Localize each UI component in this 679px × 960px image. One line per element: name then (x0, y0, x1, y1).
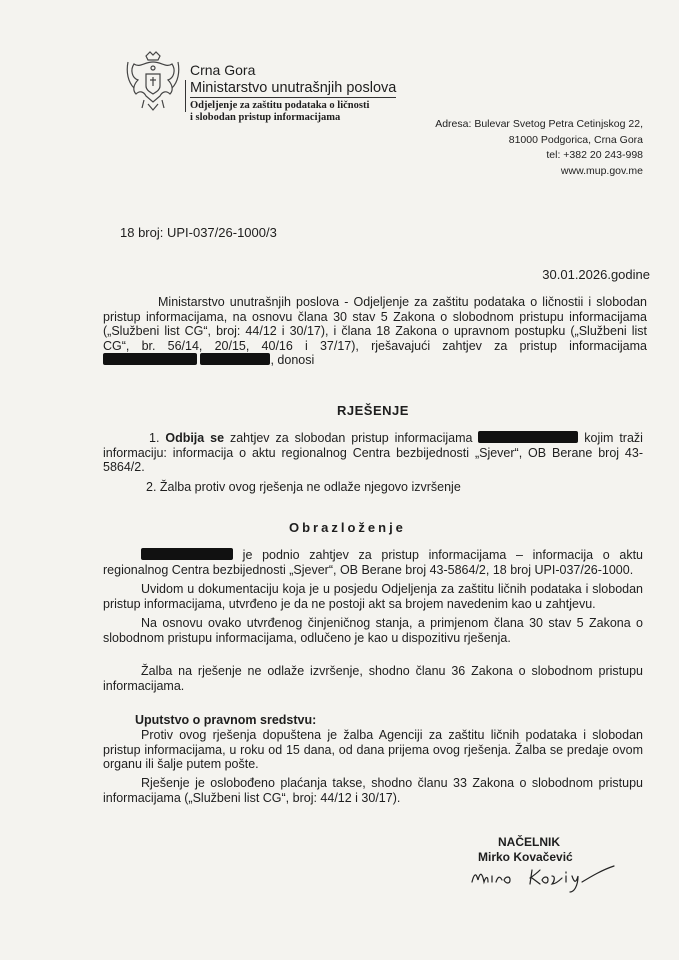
ministry-name: Ministarstvo unutrašnjih poslova (190, 80, 397, 96)
decision-item-2 (146, 480, 646, 495)
reasoning-title: Obrazloženje (289, 520, 406, 535)
department-line-1: Odjeljenje za zaštitu podataka o ličnosti (190, 100, 370, 111)
legal-remedy-text-2: Rješenje je oslobođeno plaćanja takse, shodno članu 33 Zakona o slobodnom pristupu informacijama („Službeni list CG“, broj: 44/12 i 30/17). (103, 776, 643, 805)
document-date: 30.01.2026.godine (542, 267, 650, 282)
handwritten-signature (470, 862, 620, 894)
decision-item-2-text: 2. Žalba protiv ovog rješenja ne odlaže njegovo izvršenje (146, 480, 461, 494)
intro-paragraph (103, 295, 647, 368)
redacted-name (141, 548, 233, 560)
coat-of-arms-emblem (124, 50, 182, 112)
reasoning-text-3: Na osnovu ovako utvrđenog činjeničnog stanja, a primjenom člana 30 stav 5 Zakona o slobodnom pristupu informacijama, odlučeno je kao u dispozitivu rješenja. (103, 616, 643, 645)
legal-remedy-paragraph-1 (103, 728, 643, 772)
signatory-title: NAČELNIK (498, 835, 560, 849)
decision-item-1 (103, 431, 643, 475)
reasoning-paragraph-3 (103, 616, 643, 645)
decision-item-1-bold: Odbija se (165, 431, 225, 445)
decision-item-1-number: 1. (149, 431, 160, 445)
address-block (435, 117, 643, 179)
reasoning-paragraph-4 (103, 664, 643, 693)
reasoning-paragraph-2 (103, 582, 643, 611)
legal-remedy-title: Uputstvo o pravnom sredstvu: (135, 713, 317, 727)
legal-remedy-paragraph-2 (103, 776, 643, 805)
reasoning-paragraph-1 (103, 548, 643, 577)
reasoning-text-2: Uvidom u dokumentaciju koja je u posjedu Odjeljenja za zaštitu ličnih podataka i slobodan pristup informacijama, utvrđeno je da ne postoji akt sa brojem navedenim kao u zahtjevu. (103, 582, 643, 611)
address-line-2: 81000 Podgorica, Crna Gora (508, 133, 643, 146)
signatory-name: Mirko Kovačević (478, 850, 573, 864)
decision-title: RJEŠENJE (337, 403, 409, 418)
country-name: Crna Gora (190, 62, 256, 78)
reasoning-text-1: je podnio zahtjev za pristup informacijama – informacija o aktu regionalnog Centra bezbijednosti „Sjever“, OB Berane broj 43-5864/2, 18 broj UPI-037/26-1000. (103, 548, 643, 577)
department-line-2: i slobodan pristup informacijama (190, 112, 341, 123)
decision-item-1-text: zahtjev za slobodan pristup informacijama (229, 431, 473, 445)
intro-text: Ministarstvo unutrašnjih poslova - Odjeljenje za zaštitu podataka o ličnostii i slobodan pristup informacijama, na osnovu člana 30 stav 5 Zakona o slobodnom pristupu informacijama („Službeni list CG“, broj: 44/12 i 30/17), i člana 18 Zakona o upravnom postupku („Službeni list CG“, br. 56/14, 20/15, 40/16 i 37/17), rješavajući zahtjev za pristup informacijama (103, 295, 647, 353)
address-line-1: Adresa: Bulevar Svetog Petra Cetinjskog 22, (435, 118, 643, 130)
decision-item-1-rest: kojim traži informaciju: informacija o aktu regionalnog Centra bezbijednosti „Sjever“, OB Berane broj 43-5864/2. (103, 431, 643, 474)
redacted-name (478, 431, 578, 443)
department-name (190, 100, 369, 124)
redacted-name (103, 353, 197, 365)
address-phone: tel: +382 20 243-998 (546, 149, 643, 161)
reference-number: 18 broj: UPI-037/26-1000/3 (120, 225, 277, 240)
legal-remedy-text-1: Protiv ovog rješenja dopuštena je žalba Agenciji za zaštitu ličnih podataka i slobodan pristup informacijama, u roku od 15 dana, od dana prijema ovog rješenja. Žalba se predaje ovom organu ili šalje putem pošte. (103, 728, 643, 771)
intro-text-end: , donosi (270, 353, 315, 367)
reasoning-text-4: Žalba na rješenje ne odlaže izvršenje, shodno članu 36 Zakona o slobodnom pristupu informacijama. (103, 664, 643, 693)
address-web: www.mup.gov.me (560, 164, 643, 177)
redacted-name (200, 353, 270, 365)
header-divider-line (185, 80, 186, 112)
